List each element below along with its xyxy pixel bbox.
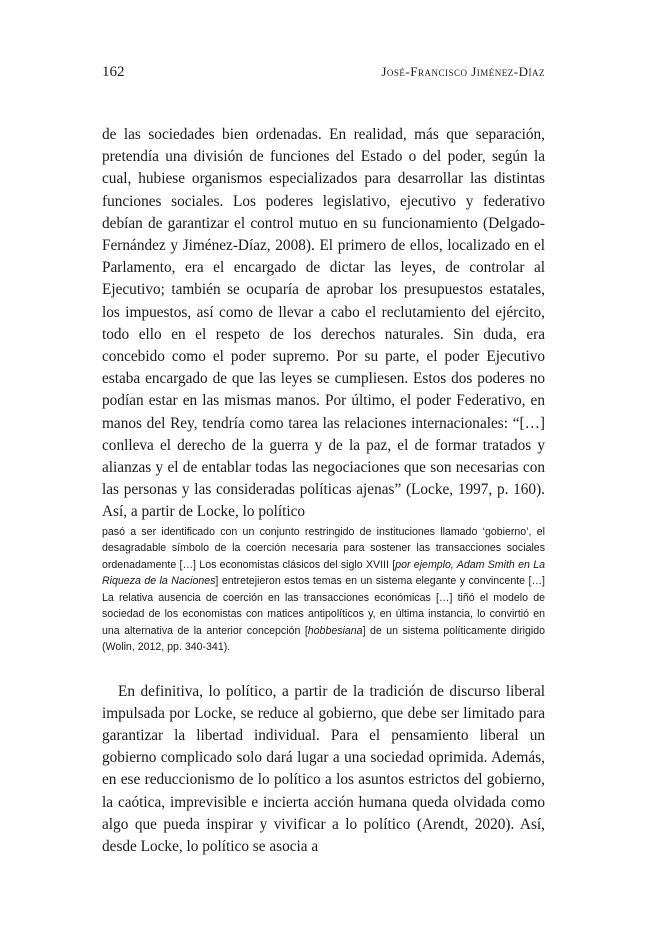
quote-italic: hobbesiana xyxy=(307,624,363,637)
quote-text: ] de un sistema políticamente dirigido (Wolin, 2012, pp. 340-341). xyxy=(102,624,546,654)
body-text xyxy=(102,124,545,858)
running-head: José-Francisco Jiménez-Díaz xyxy=(381,64,545,79)
page-header xyxy=(102,64,545,81)
block-quote xyxy=(102,524,545,656)
quote-text: pasó a ser identificado con un conjunto restringido de instituciones llamado ‘gobierno’, el desagradable símbolo de la coerción necesaria para sostener las transacciones sociales ordenadamente […] Los economistas clásicos del siglo XVIII [ xyxy=(102,525,545,571)
quote-text: ] entretejieron estos temas en un sistema elegante y convincente […] La relativa ausencia de coerción en las transacciones económicas […] tiñó el modelo de sociedad de los economistas con matices antipolíticos y, en última instancia, lo convirtió en una alternativa de la anterior concepción [ xyxy=(102,575,545,637)
paragraph: de las sociedades bien ordenadas. En realidad, más que separación, pretendía una división de funciones del Estado o del poder, según la cual, hubiese organismos especializados para desarrollar las distintas funciones sociales. Los poderes legislativo, ejecutivo y federativo debían de garantizar el control mutuo en su funcionamiento (Delgado-Fernández y Jiménez-Díaz, 2008). El primero de ellos, localizado en el Parlamento, era el encargado de dictar las leyes, de controlar al Ejecutivo; también se ocuparía de aprobar los presupuestos estatales, los impuestos, así como de llevar a cabo el reclutamiento del ejército, todo ello en el respeto de los derechos naturales. Sin duda, era concebido como el poder supremo. Por su parte, el poder Ejecutivo estaba encargado de que las leyes se cumpliesen. Estos dos poderes no podían estar en las mismas manos. Por último, el poder Federativo, en manos del Rey, tendría como tarea las relaciones internacionales: “[…] conlleva el derecho de la guerra y de la paz, el de formar tratados y alianzas y el de entablar todas las negociaciones que son necesarias con las personas y las consideradas políticas ajenas” (Locke, 1997, p. 160). Así, a partir de Locke, lo político xyxy=(102,126,545,521)
page-number: 162 xyxy=(102,64,125,80)
paragraph: En definitiva, lo político, a partir de la tradición de discurso liberal impulsada por Locke, se reduce al gobierno, que debe ser limitado para garantizar la libertad individual. Para el pensamiento liberal un gobierno complicado solo dará lugar a una sociedad oprimida. Además, en ese reduccionismo de lo político a los asuntos estrictos del gobierno, la caótica, imprevisible e incierta acción humana queda olvidada como algo que pueda inspirar y vivificar a lo político (Arendt, 2020). Así, desde Locke, lo político se asocia a xyxy=(102,682,545,856)
quote-italic: por ejemplo, Adam Smith en La Riqueza de la Naciones xyxy=(102,558,545,588)
